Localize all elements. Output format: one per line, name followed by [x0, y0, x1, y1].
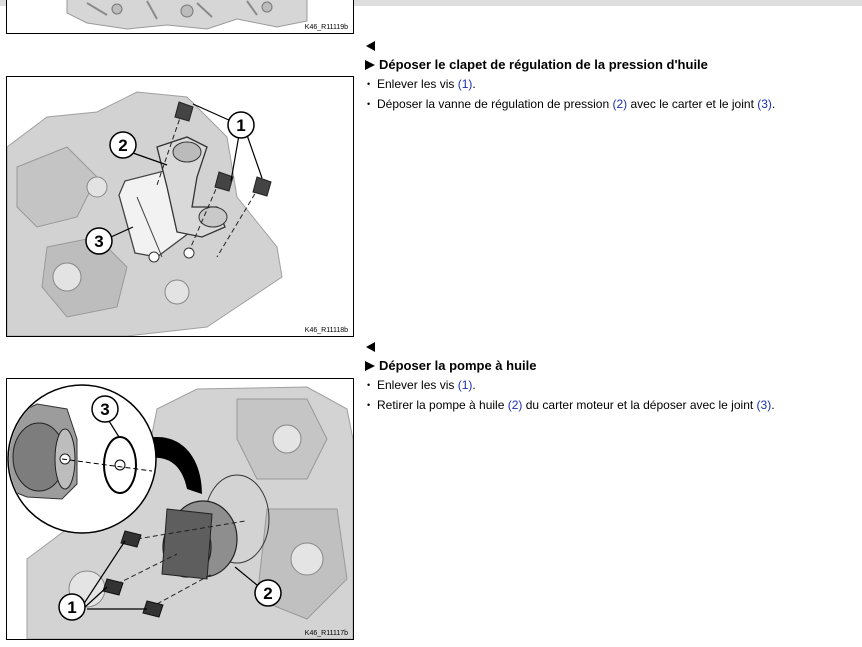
step-item [364, 96, 854, 113]
back-arrow-icon[interactable] [364, 341, 376, 353]
oil-pressure-valve-illustration [7, 77, 353, 336]
step-item [364, 377, 854, 394]
step-text: Retirer la pompe à huile [377, 398, 508, 412]
section-heading [364, 56, 854, 73]
step-text: Déposer la vanne de régulation de pression [377, 97, 613, 111]
play-triangle-icon [364, 360, 376, 372]
section-oil-pump [364, 341, 854, 414]
callout-3: 3 [94, 232, 104, 251]
callout-1: 1 [236, 116, 246, 135]
oil-pump-illustration [7, 379, 353, 639]
part-ref-link[interactable]: (2) [507, 398, 523, 412]
section-title: Déposer la pompe à huile [379, 358, 537, 373]
engine-illustration [7, 0, 353, 33]
step-item [364, 76, 854, 93]
step-text: Enlever les vis [377, 77, 458, 91]
part-ref-link[interactable]: (1) [457, 378, 473, 392]
bullet-icon: • [367, 79, 371, 89]
figure-code: K46_R11117b [304, 630, 348, 637]
bullet-icon: • [367, 99, 371, 109]
step-text-end: . [472, 77, 476, 91]
part-ref-link[interactable]: (1) [457, 77, 473, 91]
figure-oil-pump [6, 378, 354, 640]
callout-1: 1 [67, 598, 77, 617]
step-text-end: . [771, 97, 776, 111]
step-text-mid: avec le carter et le joint [627, 97, 758, 111]
callout-2: 2 [118, 136, 128, 155]
step-item [364, 397, 854, 414]
section-heading [364, 357, 854, 374]
part-ref-link[interactable]: (3) [756, 398, 772, 412]
section-oil-pressure-valve [364, 40, 854, 113]
back-arrow-icon[interactable] [364, 40, 376, 52]
part-ref-link[interactable]: (2) [612, 97, 628, 111]
bullet-icon: • [367, 380, 371, 390]
play-triangle-icon [364, 59, 376, 71]
step-text-mid: du carter moteur et la déposer avec le joint [522, 398, 757, 412]
section-title: Déposer le clapet de régulation de la pression d'huile [379, 57, 708, 72]
step-text: Enlever les vis [377, 378, 458, 392]
figure-oil-pressure-valve [6, 76, 354, 337]
step-text-end: . [472, 378, 476, 392]
figure-engine-top [6, 0, 354, 34]
figure-code: K46_R11119b [304, 24, 348, 31]
callout-3: 3 [100, 400, 110, 419]
figure-code: K46_R11118b [304, 327, 348, 334]
part-ref-link[interactable]: (3) [757, 97, 772, 111]
callout-2: 2 [263, 584, 273, 603]
bullet-icon: • [367, 400, 371, 410]
step-text-end: . [771, 398, 775, 412]
